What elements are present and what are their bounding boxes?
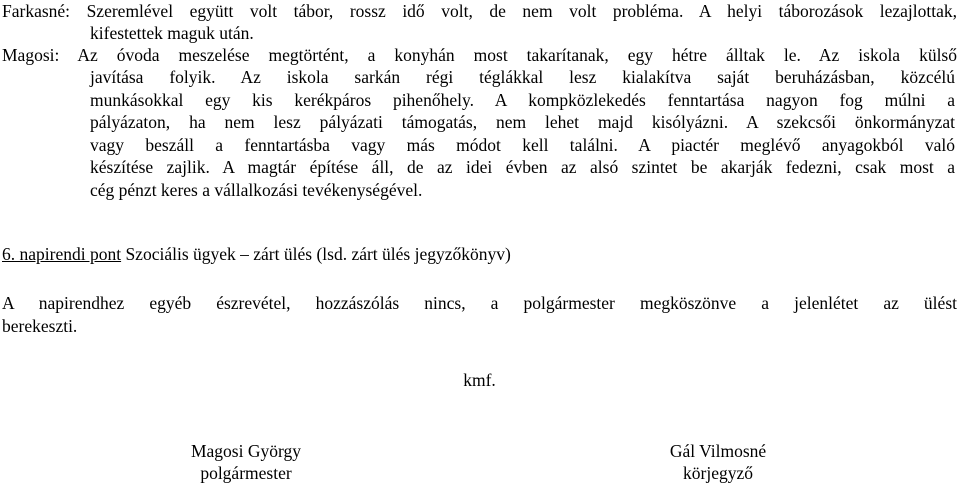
- magosi-statement: [2, 44, 957, 67]
- magosi-line-7: cég pénzt keres a vállalkozási tevékenységével.: [90, 179, 423, 200]
- farkasne-line-2: kifestettek maguk után.: [90, 23, 254, 43]
- signature-block-mayor: [146, 440, 346, 484]
- mayor-name: Magosi György: [190, 441, 302, 461]
- notary-title: körjegyző: [683, 463, 753, 483]
- farkasne-statement-continued: [90, 22, 955, 45]
- agenda-item-title: Szociális ügyek – zárt ülés (lsd. zárt ülés jegyzőkönyv): [121, 244, 511, 264]
- magosi-statement-continued: [90, 66, 955, 202]
- magosi-line-1: Magosi: Az óvoda meszelése megtörtént, a konyhán most takarítanak, egy hétre álltak le. Az iskola külső: [2, 45, 957, 65]
- magosi-line-5: vagy beszáll a fenntartásba vagy más módot kell találni. A piactér meglévő anyagokból való: [90, 134, 955, 155]
- signature-block-notary: [618, 440, 818, 484]
- magosi-line-3: munkásokkal egy kis kerékpáros pihenőhely. A kompközlekedés fenntartása nagyon fog múlni a: [90, 89, 955, 110]
- mayor-title: polgármester: [200, 463, 292, 483]
- notary-name: Gál Vilmosné: [669, 441, 767, 461]
- kmf-mark: kmf.: [463, 370, 496, 390]
- farkasne-statement: [2, 0, 957, 23]
- magosi-line-2: javítása folyik. Az iskola sarkán régi téglákkal lesz kialakítva saját beruházásban, közcélú: [90, 67, 955, 87]
- closing-line-2: berekeszti.: [2, 315, 78, 336]
- magosi-line-6: készítése zajlik. A magtár építése áll, de az idei évben az alsó szintet be akarják fedezni, csak most a: [90, 157, 955, 178]
- closing-line-1: A napirendhez egyéb észrevétel, hozzászólás nincs, a polgármester megköszönve a jelenlétet az ülést: [2, 293, 957, 313]
- agenda-item-number: 6. napirendi pont: [2, 244, 122, 264]
- closing-statement: [2, 292, 957, 337]
- magosi-line-4: pályázaton, ha nem lesz pályázati támogatás, nem lehet majd kisólyázni. A szekcsői önkormányzat: [90, 112, 955, 133]
- farkasne-line-1: Farkasné: Szeremlével együtt volt tábor, rossz idő volt, de nem volt probléma. A helyi táborozások lezajlottak,: [2, 1, 957, 21]
- agenda-item-heading: [2, 243, 511, 265]
